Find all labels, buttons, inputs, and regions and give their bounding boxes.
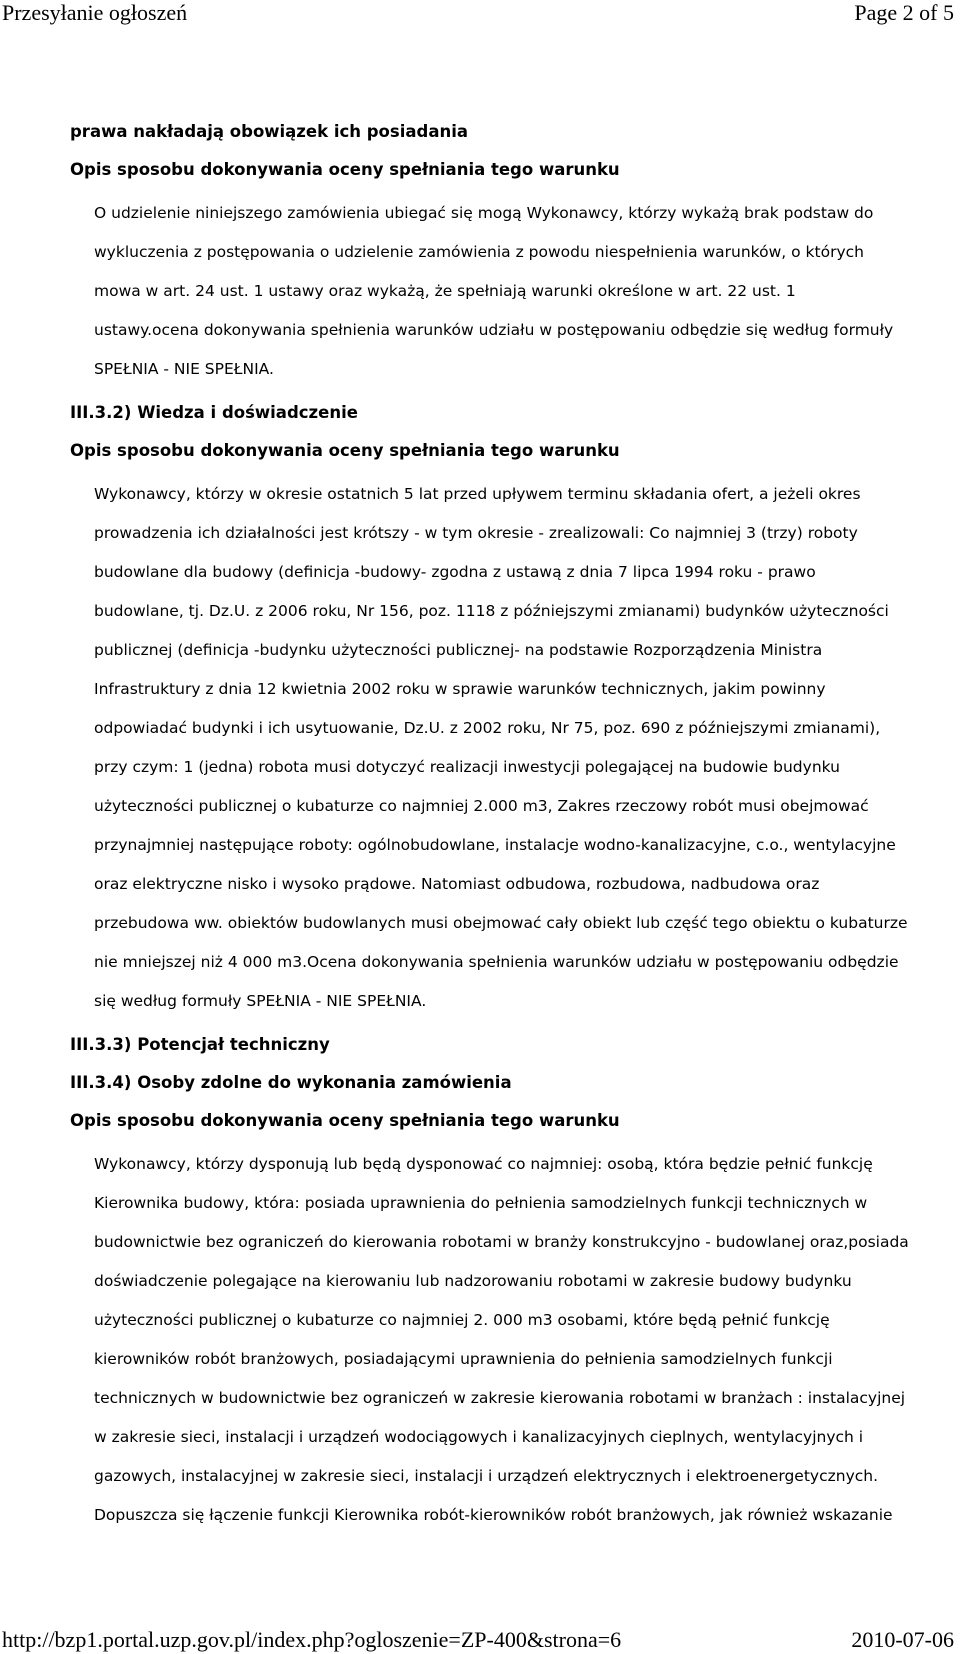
section-heading: III.3.2) Wiedza i doświadczenie <box>70 403 358 422</box>
section-heading: III.3.4) Osoby zdolne do wykonania zamówienia <box>70 1073 512 1092</box>
paragraph-experience <box>70 475 950 1021</box>
text-line: użyteczności publicznej o kubaturze co najmniej 2. 000 m3 osobami, które będą pełnić funkcję <box>94 1311 830 1329</box>
section-heading: prawa nakładają obowiązek ich posiadania <box>70 122 468 141</box>
text-line: nie mniejszej niż 4 000 m3.Ocena dokonywania spełnienia warunków udziału w postępowaniu odbędzie <box>94 953 899 971</box>
text-line: przynajmniej następujące roboty: ogólnobudowlane, instalacje wodno-kanalizacyjne, c.o., wentylacyjne <box>94 836 896 854</box>
text-line: doświadczenie polegające na kierowaniu lub nadzorowaniu robotami w zakresie budowy budynku <box>94 1272 852 1290</box>
text-line: prowadzenia ich działalności jest krótszy - w tym okresie - zrealizowali: Co najmniej 3 (trzy) roboty <box>94 524 858 542</box>
text-line: Dopuszcza się łączenie funkcji Kierownika robót-kierowników robót branżowych, jak również wskazanie <box>94 1506 893 1524</box>
text-line: SPEŁNIA - NIE SPEŁNIA. <box>94 360 274 378</box>
text-line: przebudowa ww. obiektów budowlanych musi obejmować cały obiekt lub część tego obiektu o kubaturze <box>94 914 908 932</box>
page-number: Page 2 of 5 <box>854 0 954 25</box>
text-line: gazowych, instalacyjnej w zakresie sieci, instalacji i urządzeń elektrycznych i elektroenergetycznych. <box>94 1467 879 1485</box>
document-body <box>70 122 950 1535</box>
text-line: publicznej (definicja -budynku użyteczności publicznej- na podstawie Rozporządzenia Ministra <box>94 641 823 659</box>
section-heading: Opis sposobu dokonywania oceny spełniania tego warunku <box>70 441 620 460</box>
print-date: 2010-07-06 <box>851 1627 954 1652</box>
text-line: budowlane dla budowy (definicja -budowy- zgodna z ustawą z dnia 7 lipca 1994 roku - prawo <box>94 563 816 581</box>
section-heading: Opis sposobu dokonywania oceny spełniania tego warunku <box>70 1111 620 1130</box>
page-footer <box>0 1626 960 1654</box>
document-title: Przesyłanie ogłoszeń <box>2 0 188 25</box>
text-line: kierowników robót branżowych, posiadającymi uprawnienia do pełnienia samodzielnych funkcji <box>94 1350 833 1368</box>
text-line: budownictwie bez ograniczeń do kierowania robotami w branży konstrukcyjno - budowlanej oraz,posiada <box>94 1233 909 1251</box>
source-url: http://bzp1.portal.uzp.gov.pl/index.php?ogloszenie=ZP-400&strona=6 <box>2 1627 622 1652</box>
text-line: Kierownika budowy, która: posiada uprawnienia do pełnienia samodzielnych funkcji technicznych w <box>94 1194 868 1212</box>
text-line: odpowiadać budynki i ich usytuowanie, Dz.U. z 2002 roku, Nr 75, poz. 690 z późniejszymi zmianami), <box>94 719 881 737</box>
text-line: Wykonawcy, którzy dysponują lub będą dysponować co najmniej: osobą, która będzie pełnić funkcję <box>94 1155 873 1173</box>
paragraph-personnel <box>70 1145 950 1535</box>
text-line: Wykonawcy, którzy w okresie ostatnich 5 lat przed upływem terminu składania ofert, a jeżeli okres <box>94 485 861 503</box>
text-line: oraz elektryczne nisko i wysoko prądowe. Natomiast odbudowa, rozbudowa, nadbudowa oraz <box>94 875 820 893</box>
text-line: przy czym: 1 (jedna) robota musi dotyczyć realizacji inwestycji polegającej na budowie budynku <box>94 758 840 776</box>
text-line: technicznych w budownictwie bez ograniczeń w zakresie kierowania robotami w branżach : instalacyjnej <box>94 1389 906 1407</box>
page-header <box>0 0 960 34</box>
text-line: mowa w art. 24 ust. 1 ustawy oraz wykażą, że spełniają warunki określone w art. 22 ust. 1 <box>94 282 796 300</box>
text-line: budowlane, tj. Dz.U. z 2006 roku, Nr 156, poz. 1118 z późniejszymi zmianami) budynków użyteczności <box>94 602 889 620</box>
text-line: się według formuły SPEŁNIA - NIE SPEŁNIA. <box>94 992 427 1010</box>
paragraph-conditions <box>70 194 950 389</box>
text-line: Infrastruktury z dnia 12 kwietnia 2002 roku w sprawie warunków technicznych, jakim powinny <box>94 680 826 698</box>
section-heading: Opis sposobu dokonywania oceny spełniania tego warunku <box>70 160 620 179</box>
text-line: użyteczności publicznej o kubaturze co najmniej 2.000 m3, Zakres rzeczowy robót musi obejmować <box>94 797 869 815</box>
text-line: wykluczenia z postępowania o udzielenie zamówienia z powodu niespełnienia warunków, o których <box>94 243 864 261</box>
text-line: O udzielenie niniejszego zamówienia ubiegać się mogą Wykonawcy, którzy wykażą brak podstaw do <box>94 204 874 222</box>
text-line: w zakresie sieci, instalacji i urządzeń wodociągowych i kanalizacyjnych cieplnych, wentylacyjnych i <box>94 1428 864 1446</box>
section-heading: III.3.3) Potencjał techniczny <box>70 1035 330 1054</box>
text-line: ustawy.ocena dokonywania spełnienia warunków udziału w postępowaniu odbędzie się według formuły <box>94 321 894 339</box>
